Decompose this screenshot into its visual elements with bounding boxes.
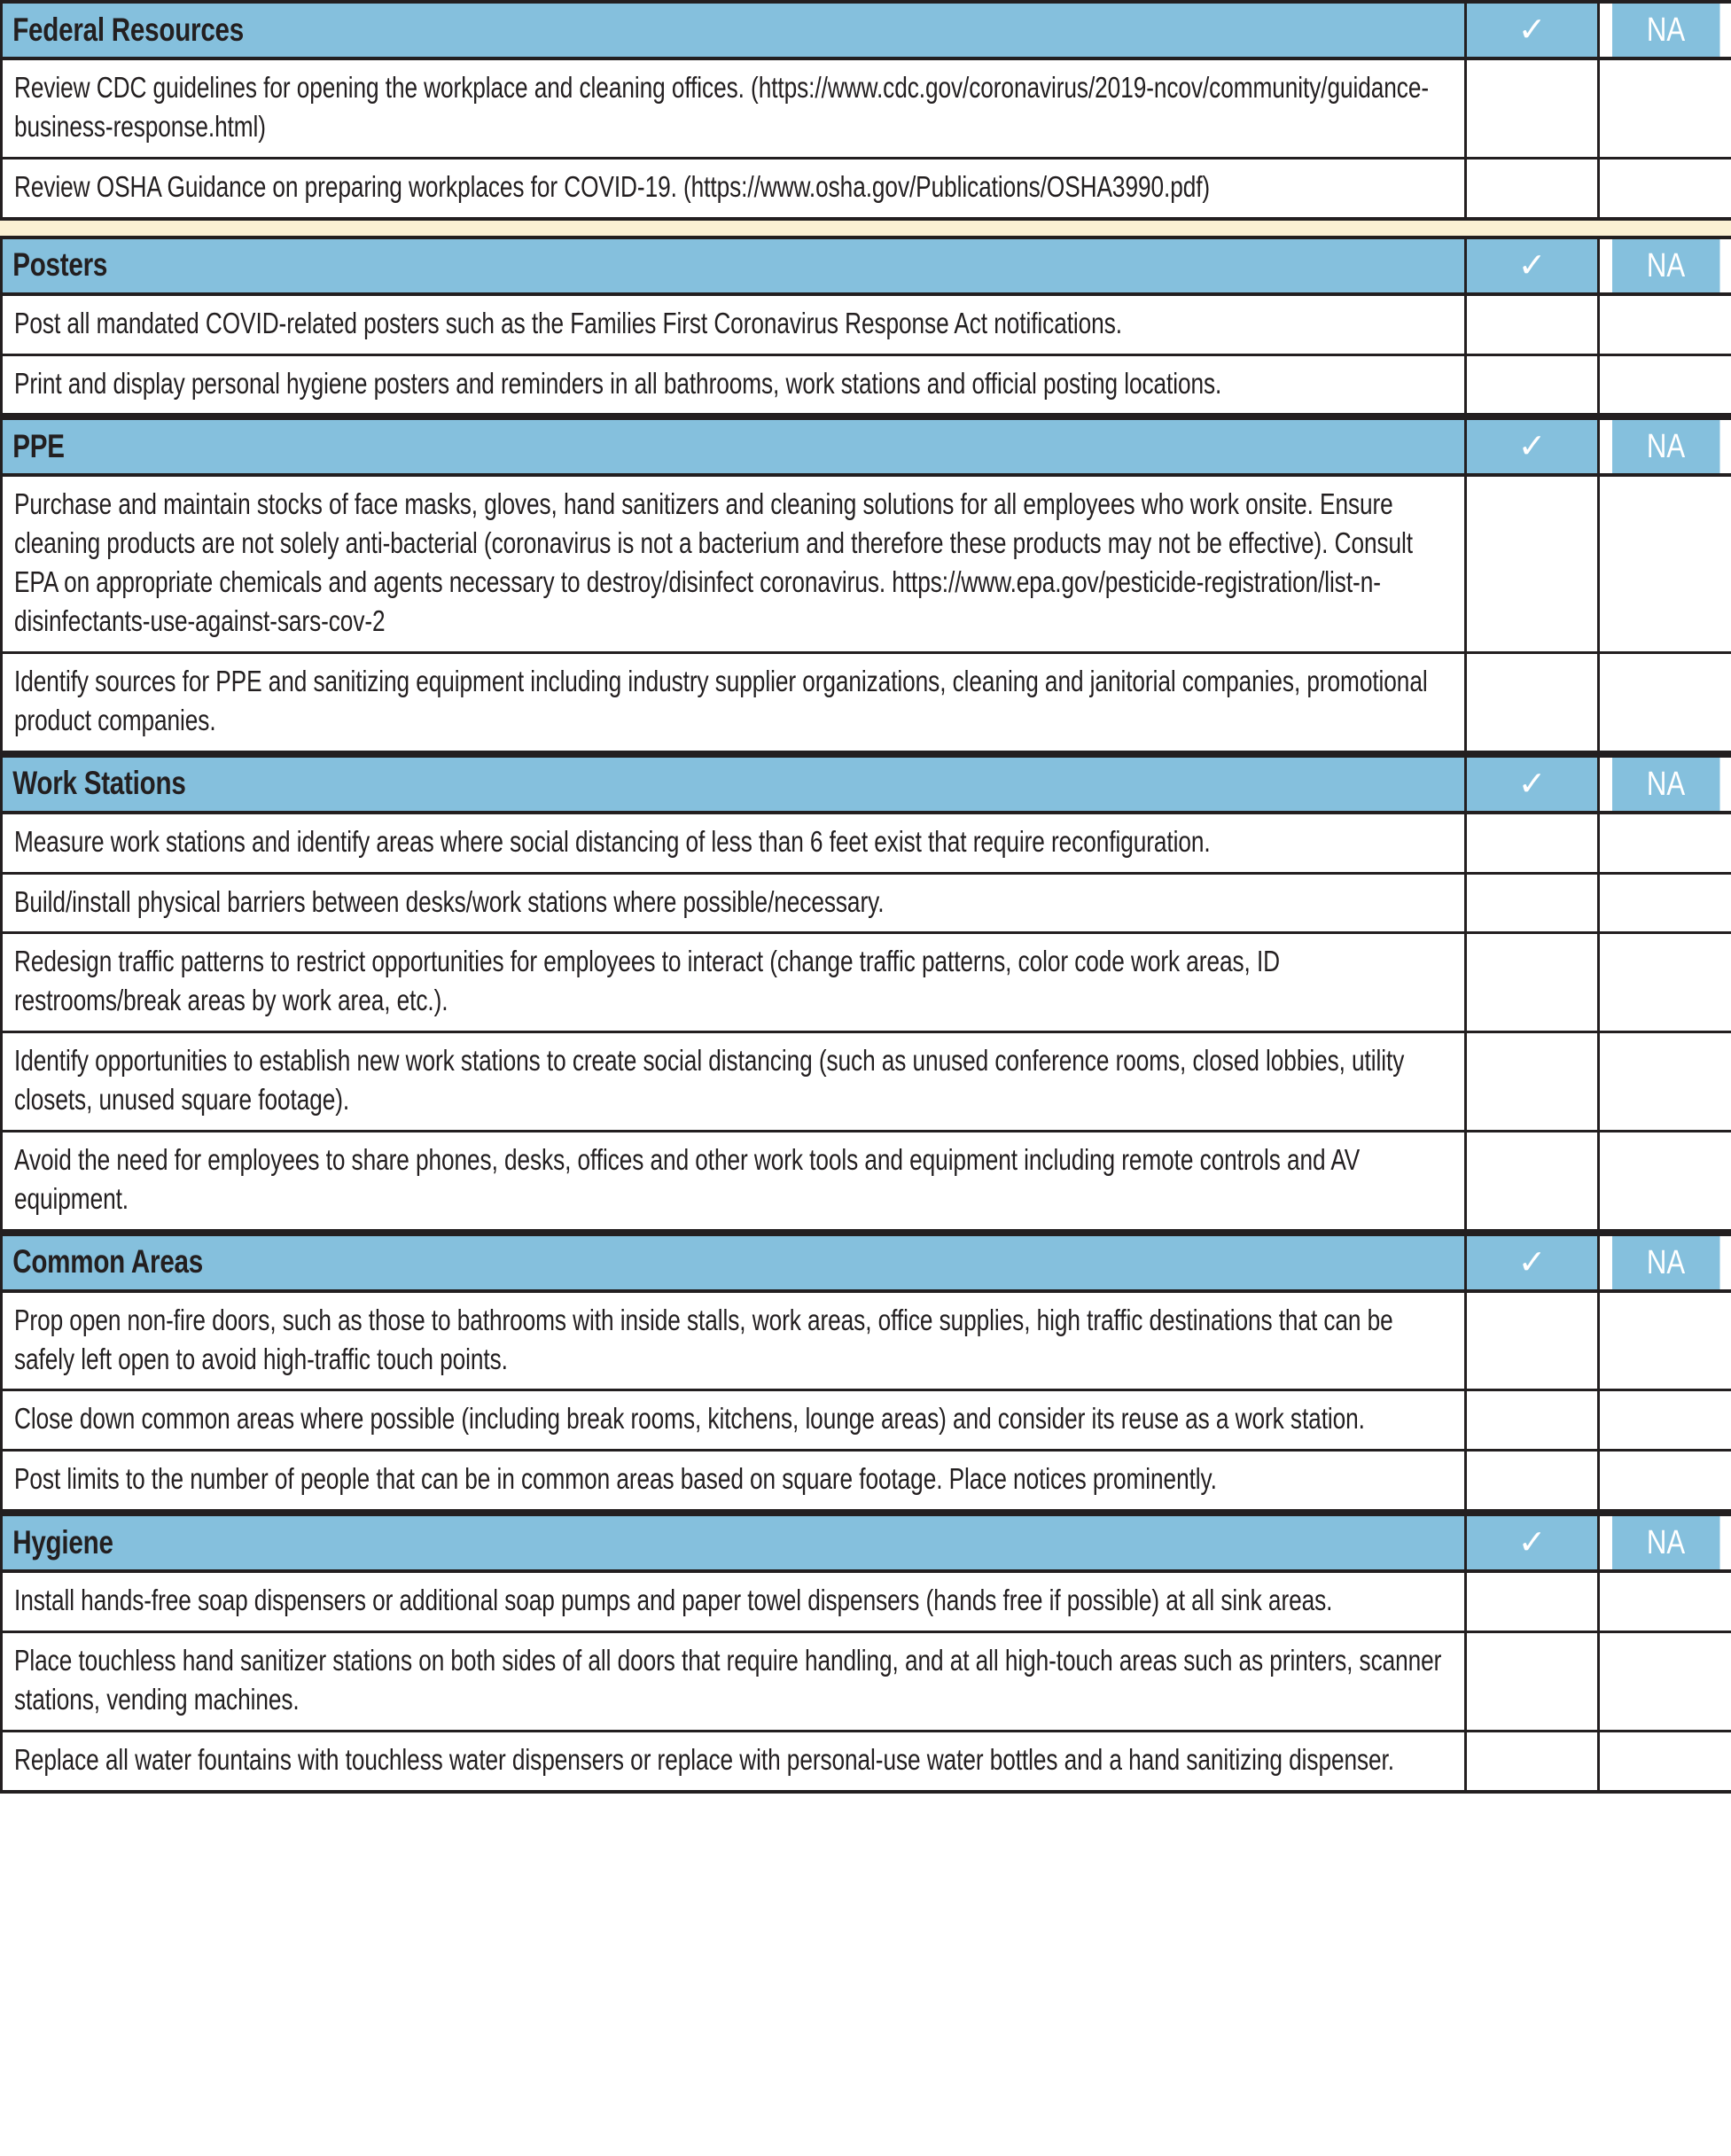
task-description-cell [2,1731,1466,1791]
task-description-cell [2,475,1466,652]
checklist-section-table [0,1513,1731,1794]
task-text: Close down common areas where possible (including break rooms, kitchens, lounge areas) and consider its reuse as a work station. [14,1402,1365,1436]
table-row [2,1571,1731,1631]
task-na-checkbox-cell[interactable] [1599,1390,1731,1451]
task-description-cell [2,58,1466,158]
table-row [2,1032,1731,1132]
task-na-checkbox-cell[interactable] [1599,933,1731,1032]
table-row [2,1131,1731,1230]
section-header-check-column: ✓ [1466,1514,1599,1571]
section-header-check-column: ✓ [1466,237,1599,294]
task-check-checkbox-cell[interactable] [1466,58,1599,158]
section-title: PPE [12,427,65,464]
task-na-checkbox-cell[interactable] [1599,1131,1731,1230]
task-description-cell [2,1291,1466,1390]
task-check-checkbox-cell[interactable] [1466,1032,1599,1132]
task-description-cell [2,1390,1466,1451]
section-header-check-column: ✓ [1466,2,1599,58]
task-description-cell [2,1571,1466,1631]
section-header-title-cell [2,756,1466,813]
section-header-check-column: ✓ [1466,1234,1599,1291]
section-header-row [2,1234,1731,1291]
table-row [2,652,1731,751]
task-description-cell [2,1131,1466,1230]
task-na-checkbox-cell[interactable] [1599,475,1731,652]
task-description-cell [2,813,1466,873]
section-header-row [2,2,1731,58]
section-title: Work Stations [12,765,186,802]
task-text: Post all mandated COVID-related posters such as the Families First Coronavirus Response Act notifications. [14,306,1122,339]
task-check-checkbox-cell[interactable] [1466,475,1599,652]
task-check-checkbox-cell[interactable] [1466,1390,1599,1451]
checklist-section-table [0,1233,1731,1514]
checklist-section-table [0,0,1731,221]
task-text: Review OSHA Guidance on preparing workplaces for COVID-19. (https://www.osha.gov/Publications/OSHA3990.pdf) [14,169,1211,203]
table-row [2,873,1731,933]
section-header-check-column: ✓ [1466,756,1599,813]
task-description-cell [2,652,1466,751]
task-text: Build/install physical barriers between desks/work stations where possible/necessary. [14,884,885,918]
section-title: Hygiene [12,1523,113,1561]
section-header-na-column: NA [1610,237,1720,294]
section-header-na-column: NA [1610,756,1720,813]
section-header-row [2,237,1731,294]
table-row [2,58,1731,158]
task-na-checkbox-cell[interactable] [1599,813,1731,873]
section-header-title-cell [2,1234,1466,1291]
task-text: Purchase and maintain stocks of face masks, gloves, hand sanitizers and cleaning solutions for all employees who work onsite. Ensure cleaning products are not solely anti-bacterial (coronavirus is not a bacterium and therefore these products may not be effective). Consult EPA on appropriate chemicals and agents necessary to destroy/disinfect coronavirus. https://www.epa.gov/pesticide-registration/list-n-disinfectants-use-against-sars-cov-2 [14,487,1413,637]
table-row [2,294,1731,354]
task-description-cell [2,1632,1466,1732]
section-header-row [2,756,1731,813]
task-check-checkbox-cell[interactable] [1466,813,1599,873]
checklist-section-table [0,754,1731,1233]
section-header-title-cell [2,2,1466,58]
table-row [2,475,1731,652]
section-title: Posters [12,246,108,284]
task-text: Identify sources for PPE and sanitizing equipment including industry supplier organizations, cleaning and janitorial companies, promotional product companies. [14,664,1428,736]
task-text: Review CDC guidelines for opening the workplace and cleaning offices. (https://www.cdc.gov/coronavirus/2019-ncov/community/guidance-business-response.html) [14,71,1430,143]
section-header-title-cell [2,1514,1466,1571]
section-header-row [2,1514,1731,1571]
table-row [2,354,1731,415]
task-check-checkbox-cell[interactable] [1466,1451,1599,1511]
table-row [2,933,1731,1032]
task-text: Print and display personal hygiene posters and reminders in all bathrooms, work stations and official posting locations. [14,366,1222,400]
task-description-cell [2,1451,1466,1511]
task-na-checkbox-cell[interactable] [1599,1291,1731,1390]
task-text: Replace all water fountains with touchless water dispensers or replace with personal-use water bottles and a hand sanitizing dispenser. [14,1742,1394,1776]
task-text: Measure work stations and identify areas where social distancing of less than 6 feet exist that require reconfiguration. [14,824,1211,858]
task-text: Place touchless hand sanitizer stations on both sides of all doors that require handling, and at all high-touch areas such as printers, scanner stations, vending machines. [14,1644,1442,1716]
task-text: Avoid the need for employees to share phones, desks, offices and other work tools and equipment including remote controls and AV equipment. [14,1142,1361,1215]
task-description-cell [2,933,1466,1032]
task-description-cell [2,1032,1466,1132]
task-check-checkbox-cell[interactable] [1466,1632,1599,1732]
section-header-check-column: ✓ [1466,418,1599,475]
task-check-checkbox-cell[interactable] [1466,1571,1599,1631]
task-na-checkbox-cell[interactable] [1599,294,1731,354]
task-check-checkbox-cell[interactable] [1466,1731,1599,1791]
task-na-checkbox-cell[interactable] [1599,58,1731,158]
section-title: Federal Resources [12,11,245,48]
section-header-na-column: NA [1610,2,1720,58]
task-description-cell [2,873,1466,933]
table-row [2,1731,1731,1791]
table-row [2,1632,1731,1732]
task-description-cell [2,294,1466,354]
section-header-na-column: NA [1610,1514,1720,1571]
task-na-checkbox-cell[interactable] [1599,158,1731,218]
section-header-title-cell [2,418,1466,475]
task-text: Redesign traffic patterns to restrict opportunities for employees to interact (change traffic patterns, color code work areas, ID restrooms/break areas by work area, etc.). [14,945,1281,1017]
task-text: Install hands-free soap dispensers or additional soap pumps and paper towel dispensers (hands free if possible) at all sink areas. [14,1584,1333,1617]
table-row [2,813,1731,873]
task-check-checkbox-cell[interactable] [1466,294,1599,354]
task-check-checkbox-cell[interactable] [1466,873,1599,933]
task-check-checkbox-cell[interactable] [1466,1131,1599,1230]
task-na-checkbox-cell[interactable] [1599,1731,1731,1791]
checklist-section-table [0,416,1731,753]
task-na-checkbox-cell[interactable] [1599,1451,1731,1511]
task-check-checkbox-cell[interactable] [1466,1291,1599,1390]
task-na-checkbox-cell[interactable] [1599,354,1731,415]
task-na-checkbox-cell[interactable] [1599,1032,1731,1132]
task-text: Post limits to the number of people that can be in common areas based on square footage. Place notices prominently. [14,1462,1217,1496]
task-text: Identify opportunities to establish new work stations to create social distancing (such as unused conference rooms, closed lobbies, utility closets, unused square footage). [14,1044,1405,1116]
section-title: Common Areas [12,1243,203,1280]
task-na-checkbox-cell[interactable] [1599,873,1731,933]
task-text: Prop open non-fire doors, such as those to bathrooms with inside stalls, work areas, office supplies, high traffic destinations that can be safely left open to avoid high-traffic touch points. [14,1303,1393,1375]
section-group-divider [0,221,1731,236]
task-na-checkbox-cell[interactable] [1599,1632,1731,1732]
task-description-cell [2,158,1466,218]
section-header-row [2,418,1731,475]
task-check-checkbox-cell[interactable] [1466,158,1599,218]
task-check-checkbox-cell[interactable] [1466,354,1599,415]
checklist-section-table [0,236,1731,417]
table-row [2,158,1731,218]
task-na-checkbox-cell[interactable] [1599,652,1731,751]
table-row [2,1451,1731,1511]
table-row [2,1390,1731,1451]
section-header-title-cell [2,237,1466,294]
task-check-checkbox-cell[interactable] [1466,933,1599,1032]
section-header-na-column: NA [1610,1234,1720,1291]
table-row [2,1291,1731,1390]
section-header-na-column: NA [1610,418,1720,475]
task-na-checkbox-cell[interactable] [1599,1571,1731,1631]
task-check-checkbox-cell[interactable] [1466,652,1599,751]
task-description-cell [2,354,1466,415]
